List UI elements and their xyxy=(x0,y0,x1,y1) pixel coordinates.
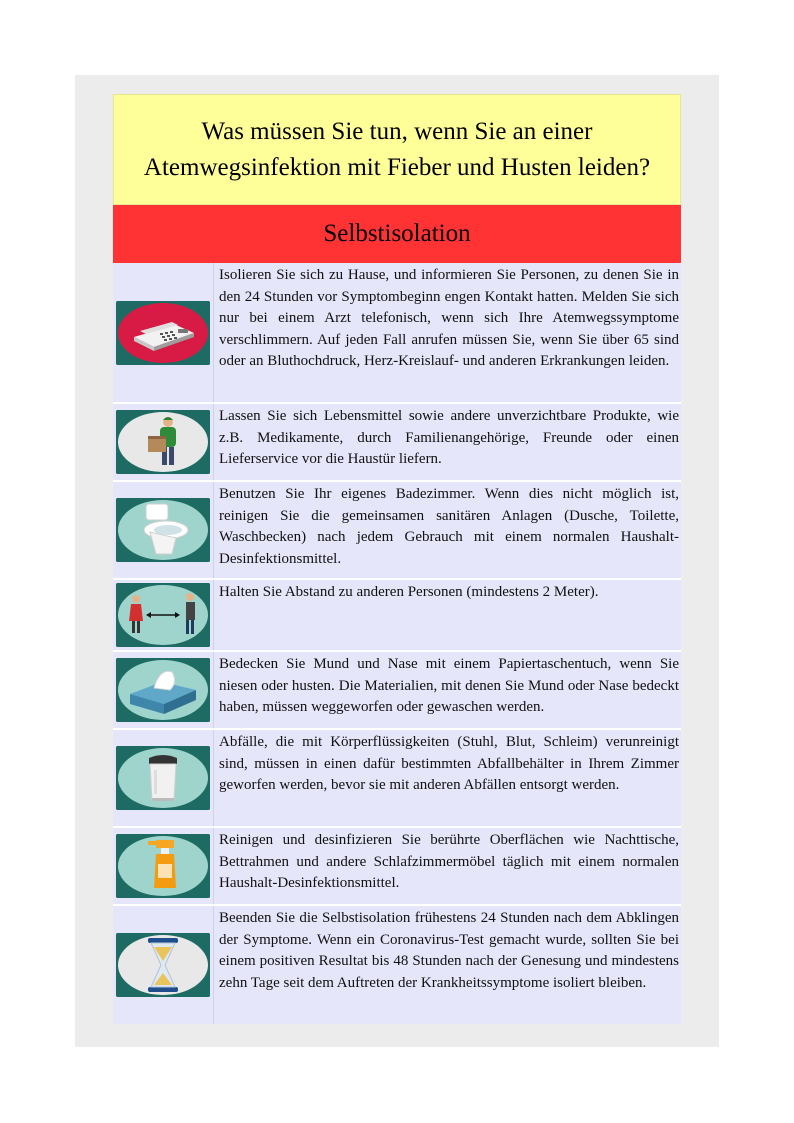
list-item xyxy=(113,652,681,730)
section-heading-bar xyxy=(113,205,681,263)
instruction-text: Abfälle, die mit Körperflüssigkeiten (Stuhl, Blut, Schleim) verunreinigt sind, müssen in einen dafür bestimmten Abfallbehälter in Ihrem Zimmer geworfen werden, bevor sie mit anderen Abfällen entsorgt werden. xyxy=(219,734,679,793)
delivery-person-icon xyxy=(116,410,210,474)
instruction-text: Benutzen Sie Ihr eigenes Badezimmer. Wenn dies nicht möglich ist, reinigen Sie die gemeinsamen sanitären Anlagen (Dusche, Toilette, Waschbecken) nach jedem Gebrauch mit einem normalen Haushalt-Desinfektionsmittel. xyxy=(219,486,679,567)
toilet-icon xyxy=(116,498,210,562)
spray-bottle-icon xyxy=(116,834,210,898)
document xyxy=(113,94,681,1024)
list-item xyxy=(113,263,681,404)
list-item xyxy=(113,906,681,1024)
instruction-text: Bedecken Sie Mund und Nase mit einem Papiertaschentuch, wenn Sie niesen oder husten. Die Materialien, mit denen Sie Mund oder Nase bedeckt haben, müssen weggeworfen oder gewaschen werden. xyxy=(219,656,679,715)
icon-cell xyxy=(113,652,214,728)
list-item xyxy=(113,730,681,828)
instruction-text: Lassen Sie sich Lebensmittel sowie andere unverzichtbare Produkte, wie z.B. Medikamente, durch Familienangehörige, Freunde oder einen Lieferservice vor die Haustür liefern. xyxy=(219,408,679,467)
instruction-text: Beenden Sie die Selbstisolation frühestens 24 Stunden nach dem Abklingen der Symptome. Wenn ein Coronavirus-Test gemacht wurde, sollten Sie bei einem positiven Resultat bis 48 Stunden nach der Genesung und mindestens zehn Tage seit dem Auftreten der Krankheitssymptome isoliert bleiben. xyxy=(219,910,679,991)
page-title: Was müssen Sie tun, wenn Sie an einer Atemwegsinfektion mit Fieber und Husten leiden? xyxy=(143,117,651,181)
icon-cell xyxy=(113,906,214,1024)
list-item xyxy=(113,404,681,482)
hourglass-icon xyxy=(116,933,210,997)
icon-cell xyxy=(113,404,214,480)
list-item xyxy=(113,828,681,906)
instruction-text: Isolieren Sie sich zu Hause, und informieren Sie Personen, zu denen Sie in den 24 Stunden vor Symptombeginn engen Kontakt hatten. Melden Sie sich nur bei einem Arzt telefonisch, wenn sich Ihre Atemwegssymptome verschlimmern. Auf jeden Fall anrufen müssen Sie, wenn Sie über 65 sind oder an Bluthochdruck, Herz-Kreislauf- und anderen Erkrankungen leiden. xyxy=(219,267,679,369)
list-item xyxy=(113,482,681,580)
instruction-text: Halten Sie Abstand zu anderen Personen (mindestens 2 Meter). xyxy=(219,584,599,600)
section-heading: Selbstisolation xyxy=(323,220,471,247)
icon-cell xyxy=(113,263,214,402)
trash-bin-icon xyxy=(116,746,210,810)
icon-cell xyxy=(113,828,214,904)
list-item xyxy=(113,580,681,652)
distance-icon xyxy=(116,583,210,647)
icon-cell xyxy=(113,580,214,650)
title-box xyxy=(113,94,681,205)
icon-cell xyxy=(113,482,214,578)
telephone-icon xyxy=(116,301,210,365)
instruction-text: Reinigen und desinfizieren Sie berührte Oberflächen wie Nachttische, Bettrahmen und andere Schlafzimmermöbel täglich mit einem normalen Haushalt-Desinfektionsmittel. xyxy=(219,832,679,891)
tissue-box-icon xyxy=(116,658,210,722)
icon-cell xyxy=(113,730,214,826)
